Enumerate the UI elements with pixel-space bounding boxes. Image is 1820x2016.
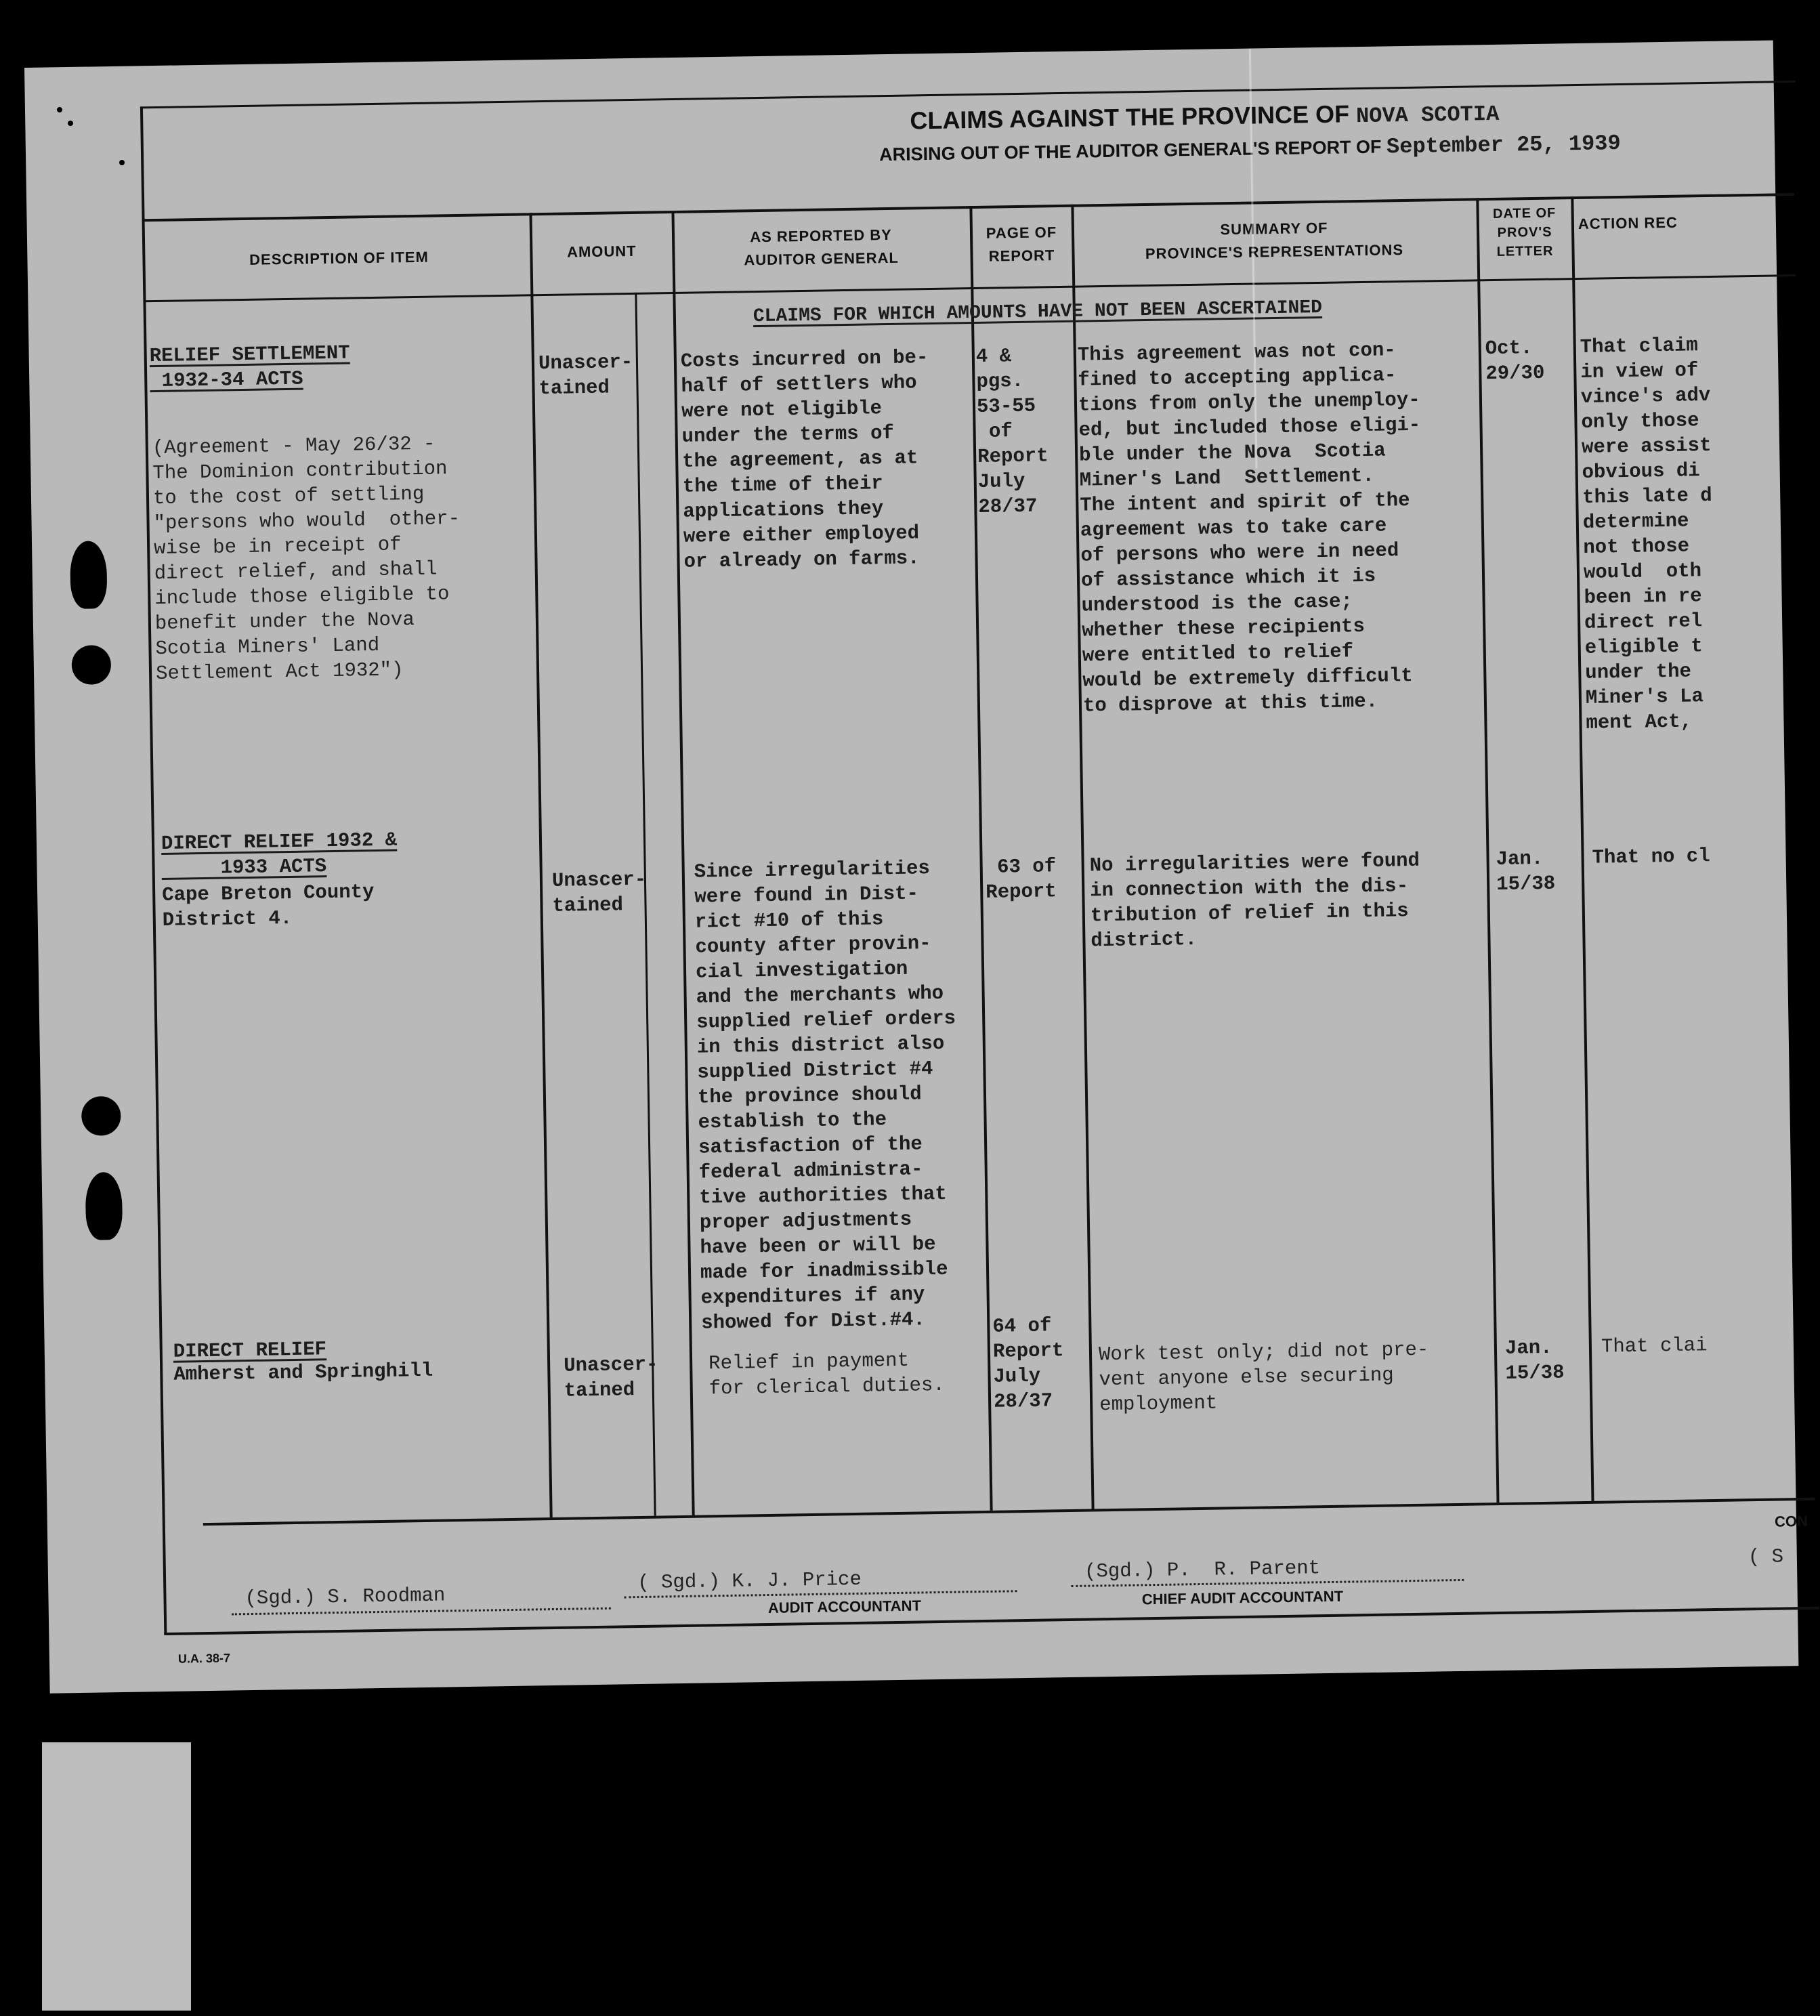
row-1-date: Oct. 29/30 <box>1485 337 1545 385</box>
signature-2-title: AUDIT ACCOUNTANT <box>767 1597 922 1617</box>
row-3-heading: DIRECT RELIEF <box>173 1338 327 1363</box>
title-line-1: CLAIMS AGAINST THE PROVINCE OF NOVA SCOTIA <box>910 100 1500 135</box>
speck-3 <box>119 160 125 165</box>
row-1-note: (Agreement - May 26/32 - The Dominion contribution to the cost of settling "persons who would other- wise be in receipt of direct relief, and shall include those eligible to benefit under the Nova Scotia Miners' Land Settlement Act 1932") <box>152 432 461 686</box>
row-2-date: Jan. 15/38 <box>1496 847 1556 896</box>
row-1-heading: RELIEF SETTLEMENT 1932-34 ACTS <box>149 341 350 393</box>
row-3-page: 64 of Report July 28/37 <box>992 1314 1064 1413</box>
col-header-action: ACTION REC <box>1578 213 1678 232</box>
col-header-date: DATE OF PROV'S LETTER <box>1492 205 1557 259</box>
col-header-as-reported: AS REPORTED BY AUDITOR GENERAL <box>744 226 900 269</box>
row-2-page: 63 of Report <box>985 855 1057 904</box>
col-header-summary: SUMMARY OF PROVINCE'S REPRESENTATIONS <box>1145 219 1404 263</box>
title-line-2: ARISING OUT OF THE AUDITOR GENERAL'S REPORT OF September 25, 1939 <box>879 130 1621 165</box>
col-header-amount: AMOUNT <box>566 242 637 261</box>
row-3-reported: Relief in payment for clerical duties. <box>708 1349 946 1400</box>
signature-3-title: CHIEF AUDIT ACCOUNTANT <box>1141 1587 1344 1608</box>
binder-hole-4 <box>85 1172 123 1240</box>
row-1-summary: This agreement was not con- fined to accepting applica- tions from only the unemploy- ed, but included those eligi- ble under the Nova Scotia Miner's Land Settlement. The intent and spirit of the agreement was to take care of persons who were in need of assistance which it is understood is the case; whether these recipients were entitled to relief would be extremely difficult to disprove at this time. <box>1077 339 1421 717</box>
document-sheet <box>24 40 1808 1693</box>
row-3-date: Jan. 15/38 <box>1504 1336 1565 1385</box>
grey-card <box>42 1742 191 2011</box>
row-2-amount: Unascer- tained <box>551 868 647 917</box>
row-1-page: 4 & pgs. 53-55 of Report July 28/37 <box>975 345 1049 518</box>
signature-4: ( S <box>1748 1545 1784 1569</box>
col-header-page: PAGE OF REPORT <box>986 224 1057 265</box>
signature-1: (Sgd.) S. Roodman <box>245 1584 446 1610</box>
row-2-summary: No irregularities were found in connection with the dis- tribution of relief in this district. <box>1089 849 1420 952</box>
row-1-reported: Costs incurred on be- half of settlers who were not eligible under the terms of the agreement, as at the time of their applications they were either employed or already on farms. <box>680 346 929 573</box>
section-heading: CLAIMS FOR WHICH AMOUNTS HAVE NOT BEEN ASCERTAINED <box>753 297 1323 328</box>
form-number: U.A. 38-7 <box>177 1651 231 1666</box>
row-1-action: That claim in view of vince's adv only those were assist obvious di this late d determine not those would oth been in re direct rel eligible t under the Miner's La ment Act, <box>1580 334 1712 734</box>
binder-hole-1 <box>70 541 108 609</box>
row-2-action: That no cl <box>1592 845 1710 869</box>
signature-2: ( Sgd.) K. J. Price <box>637 1568 862 1595</box>
row-3-action: That clai <box>1601 1334 1708 1358</box>
binder-hole-3 <box>81 1096 121 1136</box>
row-2-note: Cape Breton County District 4. <box>161 881 375 931</box>
speck-2 <box>68 121 73 126</box>
row-1-amount: Unascer- tained <box>538 350 633 400</box>
row-3-note: Amherst and Springhill <box>173 1359 433 1386</box>
row-3-amount: Unascer- tained <box>563 1353 658 1402</box>
signature-3: (Sgd.) P. R. Parent <box>1084 1557 1321 1583</box>
report-date: September 25, 1939 <box>1386 130 1621 160</box>
row-2-heading: DIRECT RELIEF 1932 & 1933 ACTS <box>161 828 398 880</box>
footer-col-cut: CON <box>1774 1512 1808 1530</box>
row-3-summary: Work test only; did not pre- vent anyone else securing employment <box>1098 1338 1429 1416</box>
binder-hole-2 <box>71 645 111 685</box>
province-name: NOVA SCOTIA <box>1355 101 1500 129</box>
col-header-description: DESCRIPTION OF ITEM <box>249 248 429 268</box>
speck-1 <box>57 107 62 112</box>
row-2-reported: Since irregularities were found in Dist- rict #10 of this county after provin- cial investigation and the merchants who supplied relief orders in this district also supplied District #4 the province should establish to the satisfaction of the federal administra- tive authorities that proper adjustments have been or will be made for inadmissible expenditures if any showed for Dist.#4. <box>694 857 956 1335</box>
